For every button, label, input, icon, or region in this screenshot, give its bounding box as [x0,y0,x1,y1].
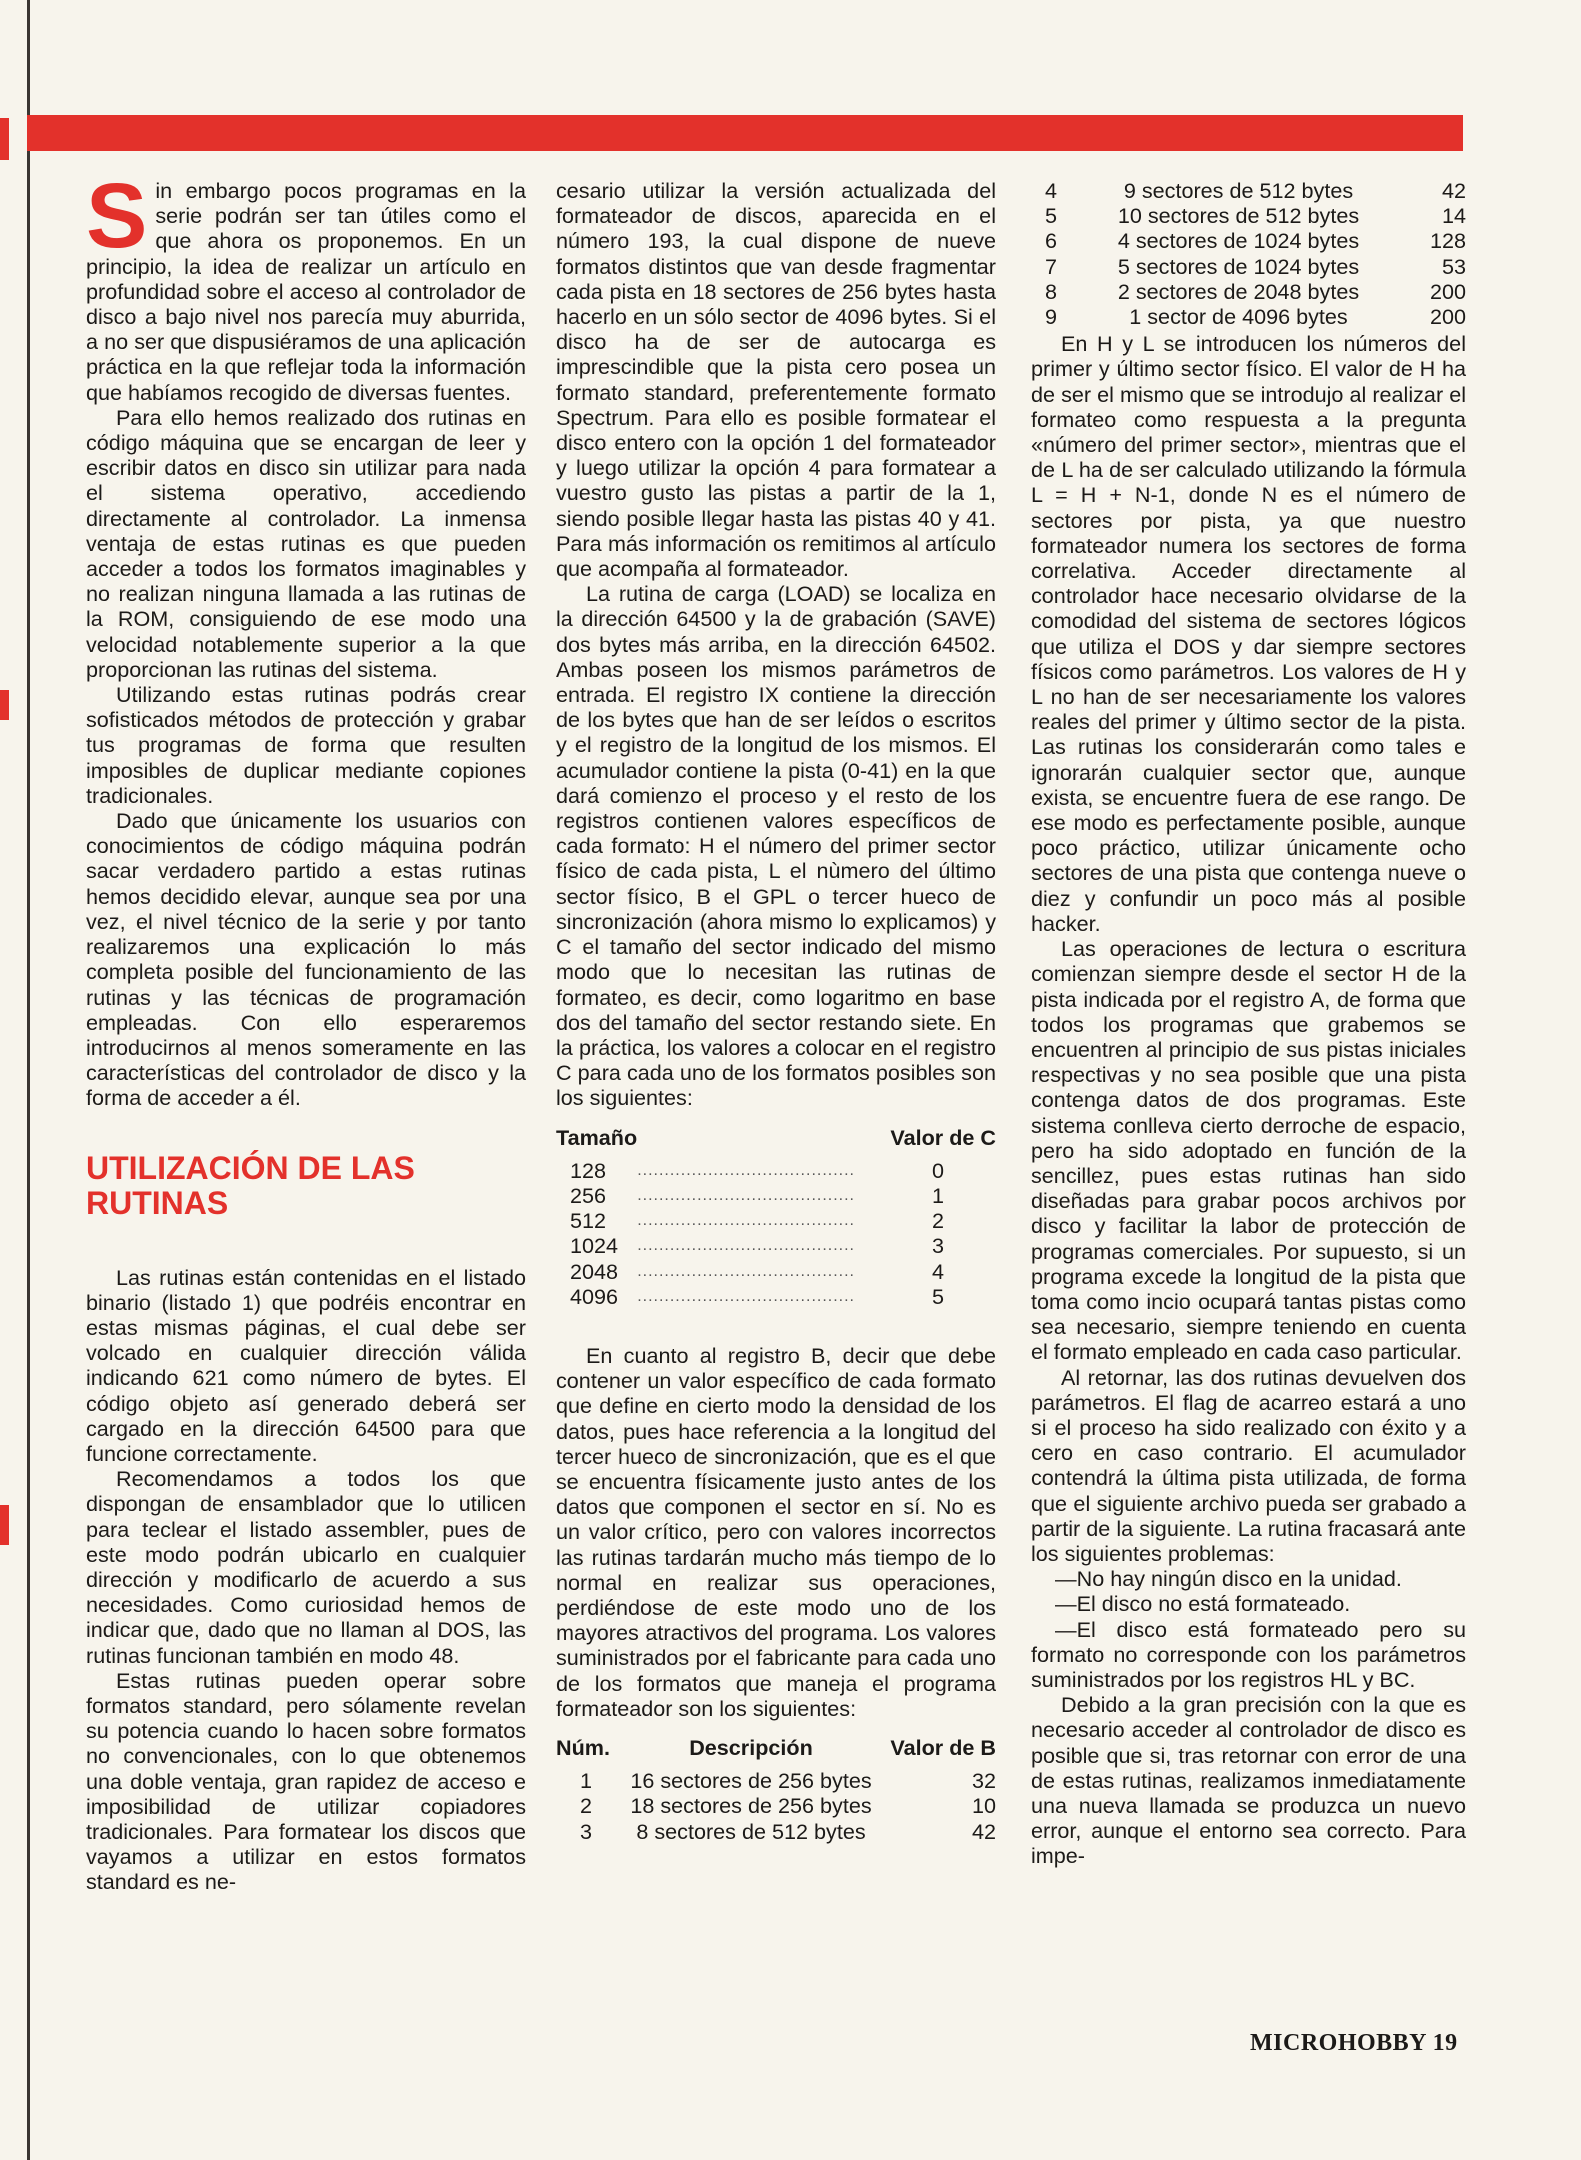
table-header: Tamaño [556,1124,638,1150]
b-register-table-continued [1031,178,1466,329]
paragraph: Dado que únicamente los usuarios con conocimientos de código máquina podrán sacar verdadero partido a estas rutinas hemos decidido elevar, aunque sea por una vez, el nivel técnico de la serie y por tanto realizaremos una explicación lo más completa posible del funcionamiento de las rutinas y las técnicas de programación empleadas. Con ello esperaremos introducirnos al menos someramente en las características del controlador de disco y la forma de acceder a él. [86,808,526,1111]
table-row: 3 8 sectores de 512 bytes 42 [579,1818,996,1844]
table-row: 2048 ........................................ 4 [570,1258,944,1284]
paragraph: En cuanto al registro B, decir que debe contener un valor específico de cada formato que define en cierto modo la densidad de los datos, pues hace referencia a la longitud del tercer hueco de sincronización, que es el que se encuentra físicamente justo antes de los datos que componen el sector en sí. No es un valor crítico, pero con valores incorrectos las rutinas tardarán mucho más tiempo de lo normal en realizar sus operaciones, perdiéndose de este modo uno de los mayores atractivos del programa. Los valores suministrados por el fabricante para cada uno de los formatos que maneja el programa formateador son los siguientes: [556,1342,996,1721]
list-item: —El disco está formateado pero su formato no corresponde con los parámetros suministrados por los registros HL y BC. [1031,1616,1466,1692]
page-edge-line [27,0,30,2160]
table-header: Descripción [689,1734,813,1760]
paragraph: Las rutinas están contenidas en el listado binario (listado 1) que podréis encontrar en estas mismas páginas, el cual debe ser volcado en cualquier dirección válida indicando 621 como número de bytes. El código objeto así generado deberá ser cargado en la dirección 64500 para que funcione correctamente. [86,1264,526,1466]
table-header: Valor de C [890,1124,996,1150]
table-row: 256 ........................................ 1 [570,1182,944,1208]
paragraph: Para ello hemos realizado dos rutinas en código máquina que se encargan de leer y escribir datos en disco sin utilizar para nada el sistema operativo, accediendo directamente al controlador. La inmensa ventaja de estas rutinas es que pueden acceder a todos los formatos imaginables y no realizan ninguna llamada a las rutinas de la ROM, consiguiendo de ese modo una velocidad notablemente superior a la que proporcionan las rutinas del sistema. [86,404,526,682]
paragraph: Debido a la gran precisión con la que es necesario acceder al controlador de disco es posible que si, tras retornar con error de una de estas rutinas, realizamos inmediatamente una nueva llamada se produzca un nuevo error, aunque el entorno sea correcto. Para impe- [1031,1692,1466,1869]
list-item: —No hay ningún disco en la unidad. [1055,1566,1402,1592]
section-heading: UTILIZACIÓN DE LAS RUTINAS [86,1149,415,1221]
paragraph: Utilizando estas rutinas podrás crear sofisticados métodos de protección y grabar tus programas de forma que resulten imposibles de duplicar mediante copiones tradicionales. [86,682,526,808]
table-row: 8 2 sectores de 2048 bytes 200 [1044,278,1466,304]
intro-paragraph: Sin embargo pocos programas en la serie podrán ser tan útiles como el que ahora os proponemos. En un principio, la idea de realizar un artículo en profundidad sobre el acceso al controlador de disco a bajo nivel nos parecía muy aburrida, a no ser que dispusiéramos de una aplicación práctica en la que reflejar toda la información que habíamos recogido de diversas fuentes. [86,165,526,405]
paragraph: Recomendamos a todos los que dispongan de ensamblador que lo utilicen para teclear el listado assembler, pues de este modo podrán ubicarlo en cualquier dirección y modificarlo de acuerdo a sus necesidades. Como curiosidad hemos de indicar que, dado que no llaman al DOS, las rutinas funcionan también en modo 48. [86,1466,526,1668]
table-header: Núm. [556,1734,610,1760]
paragraph: La rutina de carga (LOAD) se localiza en la dirección 64500 y la de grabación (SAVE) dos bytes más arriba, en la dirección 64502. Ambas poseen los mismos parámetros de entrada. El registro IX contiene la dirección de los bytes que han de ser leídos o escritos y el registro de la longitud de los mismos. El acumulador contiene la pista (0-41) en la que dará comienzo el proceso y el resto de los registros contienen valores específicos de cada formato: H el número del primer sector físico de cada pista, L el nùmero del último sector físico, B el GPL o tercer hueco de sincronización (ahora mismo lo explicamos) y C el tamaño del sector indicado del mismo modo que lo necesitan las rutinas de formateo, es decir, como logaritmo en base dos del tamaño del sector restando siete. En la práctica, los valores a colocar en el registro C para cada uno de los formatos posibles son los siguientes: [556,581,996,1111]
table-header: Valor de B [890,1734,996,1760]
page-footer: MICROHOBBY 19 [1250,2030,1458,2056]
column-2 [556,178,996,1844]
edge-color-mark [0,690,9,720]
table-row: 9 1 sector de 4096 bytes 200 [1044,304,1466,330]
table-row: 4096 ........................................ 5 [570,1283,944,1309]
table-row: 4 9 sectores de 512 bytes 42 [1044,178,1466,203]
table-row: 512 ........................................ 2 [570,1208,944,1234]
column-3 [1031,178,1466,1869]
column-1 [86,165,526,1895]
drop-cap: S [86,165,148,267]
table-row: 6 4 sectores de 1024 bytes 128 [1044,228,1466,254]
edge-color-mark [0,1505,9,1545]
table-row: 7 5 sectores de 1024 bytes 53 [1044,253,1466,279]
table-row: 5 10 sectores de 512 bytes 14 [1044,203,1466,229]
list-item: —El disco no está formateado. [1055,1591,1351,1617]
paragraph: En H y L se introducen los números del primer y último sector físico. El valor de H ha de ser el mismo que se introdujo al realizar el formateo como respuesta a la pregunta «número del primer sector», mientras que el de L ha de ser calculado utilizando la fórmula L = H + N-1, donde N es el número de sectores por pista, ya que nuestro formateador numera los sectores de forma correlativa. Acceder directamente al controlador hace necesario olvidarse de la comodidad del sistema de sectores lógicos que utiliza el DOS y dar siempre sectores físicos como parámetros. Los valores de H y L no han de ser necesariamente los valores reales del primer y último sector de la pista. Las rutinas los considerarán como tales e ignorarán cualquier sector que, aunque exista, se encuentre fuera de ese rango. De ese modo es perfectamente posible, aunque poco práctico, utilizar únicamente ocho sectores de una pista que contenga nueve o diez y confundir un poco más al posible hacker. [1031,331,1466,936]
c-register-table [556,1125,996,1309]
table-row: 1 16 sectores de 256 bytes 32 [579,1768,996,1794]
header-color-band [27,115,1463,151]
paragraph: Estas rutinas pueden operar sobre formatos standard, pero sólamente revelan su potencia cuando lo hacen sobre formatos no convencionales, con lo que obtenemos una doble ventaja, gran rapidez de acceso e imposibilidad de utilizar copiadores tradicionales. Para formatear los discos que vayamos a utilizar en estos formatos standard es ne- [86,1667,526,1895]
paragraph: cesario utilizar la versión actualizada del formateador de discos, aparecida en el número 193, la cual dispone de nueve formatos distintos que van desde fragmentar cada pista en 18 sectores de 256 bytes hasta hacerlo en un sólo sector de 4096 bytes. Si el disco ha de ser de autocarga es imprescindible que la pista cero posea un formato standard, preferentemente formato Spectrum. Para ello es posible formatear el disco entero con la opción 1 del formateador y luego utilizar la opción 4 para formatear a vuestro gusto las pistas a partir de la 1, siendo posible llegar hasta las pistas 40 y 41. Para más información os remitimos al artículo que acompaña al formateador. [556,178,996,582]
table-row: 2 18 sectores de 256 bytes 10 [579,1793,996,1819]
table-row: 1024 ........................................ 3 [570,1233,944,1259]
b-register-table [556,1735,996,1844]
paragraph: Al retornar, las dos rutinas devuelven dos parámetros. El flag de acarreo estará a uno si el proceso ha sido realizado con éxito y a cero en caso contrario. El acumulador contendrá la última pista utilizada, de forma que el siguiente archivo pueda ser grabado a partir de la siguiente. La rutina fracasará ante los siguientes problemas: [1031,1364,1466,1566]
table-row: 128 ........................................ 0 [570,1157,944,1183]
edge-color-mark [0,118,9,160]
paragraph: Las operaciones de lectura o escritura comienzan siempre desde el sector H de la pista indicada por el registro A, de forma que todos los programas que grabemos se encuentren al principio de sus pistas iniciales respectivas y no sea posible que una pista contenga datos de dos programas. Este sistema conlleva cierto derroche de espacio, pero ha sido adoptado en función de la sencillez, pues estas rutinas han sido diseñadas para grabar pocos archivos por disco y facilitar la labor de protección de programas comerciales. Por supuesto, si un programa excede la longitud de la pista que toma como incio ocupará tantas pistas como sea necesario, siempre teniendo en cuenta el formato empleado en cada caso particular. [1031,936,1466,1365]
